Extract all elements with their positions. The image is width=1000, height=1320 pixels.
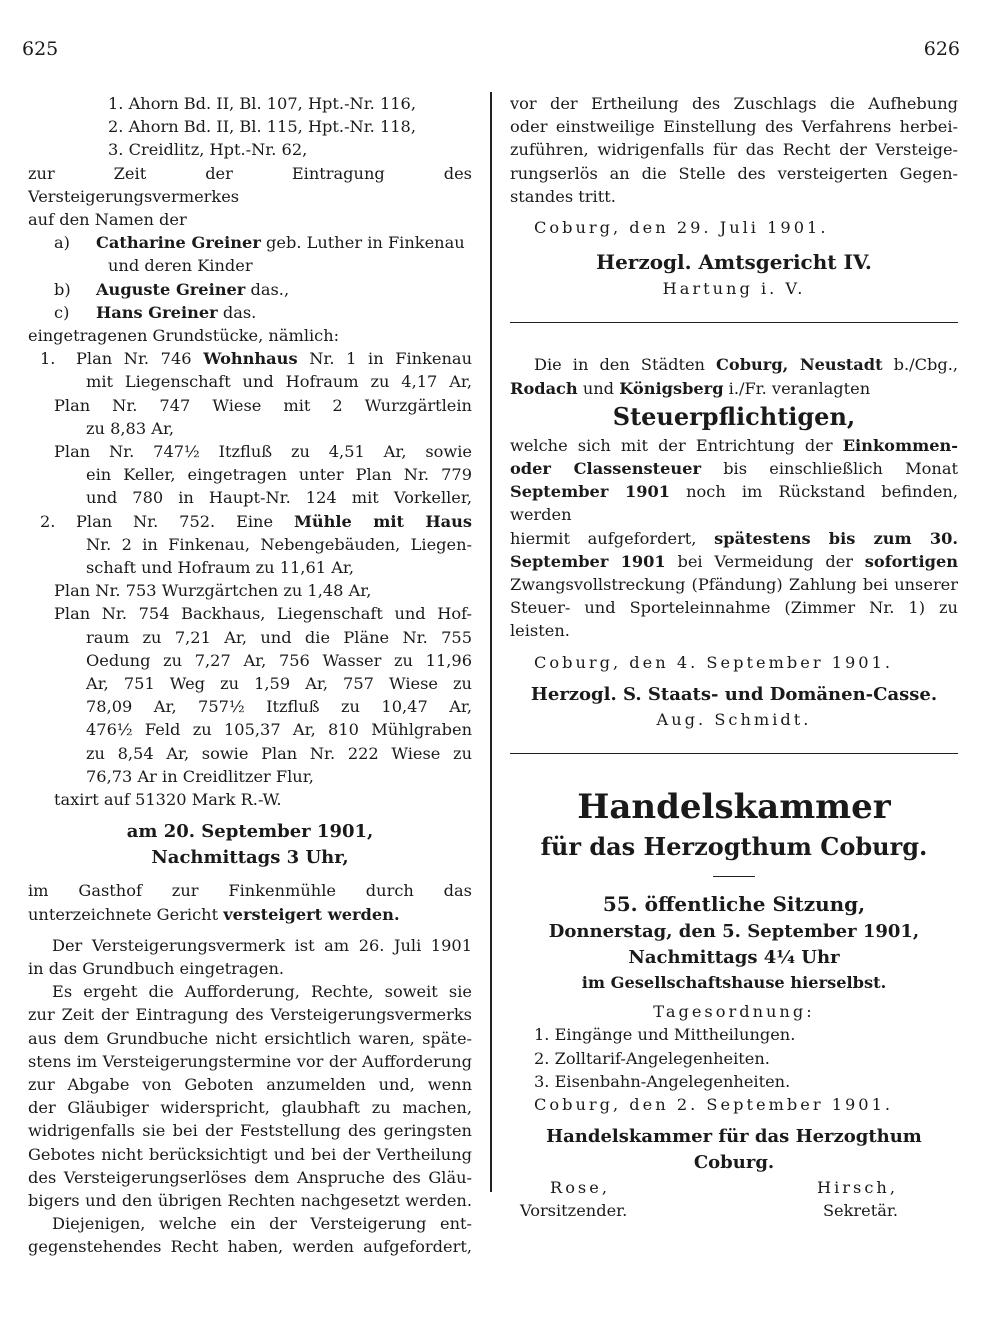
page-number-left: 625: [22, 38, 59, 60]
request-line: aus dem Grundbuche nicht ersichtlich waren, späte-: [28, 1028, 472, 1048]
continuation-line: standes tritt.: [510, 186, 616, 206]
tax-line: Rodach und Königsberg i./Fr. veranlagten: [510, 378, 871, 398]
text-line: eingetragenen Grundstücke, nämlich:: [28, 326, 340, 346]
text-line: zur Zeit der Eintragung des Versteigerungsvermerkes: [28, 163, 472, 206]
plot-2-line: Nr. 2 in Finkenau, Nebengebäuden, Liegen-: [86, 534, 472, 554]
chamber-subtitle: für das Herzogthum Coburg.: [540, 832, 928, 862]
owner-b: b) Auguste Greiner das.,: [54, 279, 290, 299]
owner-a: a) Catharine Greiner geb. Luther in Finkenau: [54, 233, 465, 253]
agenda-item: 2. Zolltarif-Angelegenheiten.: [534, 1048, 770, 1068]
entry-line: 2. Ahorn Bd. II, Bl. 115, Hpt.-Nr. 118,: [108, 117, 416, 137]
office-name: Herzogl. S. Staats- und Domänen-Casse.: [530, 683, 938, 705]
final-line: gegenstehendes Recht haben, werden aufgefordert,: [28, 1237, 472, 1257]
final-line: Diejenigen, welche ein der Versteigerung ent-: [52, 1214, 472, 1234]
continuation-line: vor der Ertheilung des Zuschlags die Aufhebung: [510, 94, 958, 113]
continuation-line: rungserlös an die Stelle des versteigerten Gegen-: [510, 163, 958, 183]
plot-1-line: mit Liegenschaft und Hofraum zu 4,17 Ar,: [86, 372, 472, 392]
plot-2-line: Oedung zu 7,27 Ar, 756 Wasser zu 11,96: [86, 650, 472, 670]
venue-line: im Gasthof zur Finkenmühle durch das: [28, 881, 472, 901]
note-line: Der Versteigerungsvermerk ist am 26. Juli 1901: [52, 935, 472, 955]
plot-2-line: 78,09 Ar, 757½ Itzfluß zu 10,47 Ar,: [86, 697, 472, 717]
continuation-line: zuführen, widrigenfalls für das Recht der Versteige-: [510, 140, 958, 160]
office-signer: Aug. Schmidt.: [656, 709, 812, 729]
dateline: Coburg, den 4. September 1901.: [534, 652, 894, 672]
chamber-signature: Handelskammer für das Herzogthum Coburg.: [546, 1126, 922, 1174]
tax-line: hiermit aufgefordert, spätestens bis zum 30.: [510, 528, 958, 548]
taxation-line: taxirt auf 51320 Mark R.-W.: [54, 790, 282, 810]
entry-line: 1. Ahorn Bd. II, Bl. 107, Hpt.-Nr. 116,: [108, 94, 416, 113]
right-column: [510, 92, 958, 1223]
plot-2-line: Plan Nr. 754 Backhaus, Liegenschaft und Hof-: [54, 604, 472, 624]
plot-2-line: 76,73 Ar in Creidlitzer Flur,: [86, 766, 314, 786]
court-name: Herzogl. Amtsgericht IV.: [596, 250, 872, 275]
plot-2-line: schaft und Hofraum zu 11,61 Ar,: [86, 558, 354, 578]
tax-line: September 1901 bei Vermeidung der sofortigen: [510, 551, 958, 571]
request-line: zur Abgabe von Geboten anzumelden und, wenn: [28, 1074, 472, 1094]
plot-1-line: zu 8,83 Ar,: [86, 418, 175, 438]
signer-title: Vorsitzender.: [520, 1201, 628, 1221]
agenda-item: 3. Eisenbahn-Angelegenheiten.: [534, 1071, 791, 1091]
short-rule: [713, 876, 755, 877]
dateline: Coburg, den 2. September 1901.: [534, 1095, 894, 1115]
plot-1-line: ein Keller, eingetragen unter Plan Nr. 779: [86, 465, 472, 485]
tax-heading: Steuerpflichtigen,: [612, 401, 856, 431]
text-line: und deren Kinder: [108, 256, 253, 276]
page-number-right: 626: [923, 38, 960, 60]
signer-name: Hirsch,: [817, 1178, 898, 1198]
plot-2-line: 476½ Feld zu 105,37 Ar, 810 Mühlgraben: [86, 720, 472, 740]
plot-1-line: und 780 in Haupt-Nr. 124 mit Vorkeller,: [86, 488, 472, 508]
request-line: des Versteigerungserlöses dem Anspruche des Gläu-: [28, 1167, 472, 1187]
tax-line: oder Classensteuer bis einschließlich Monat: [510, 459, 958, 479]
plot-1-line: Plan Nr. 747½ Itzfluß zu 4,51 Ar, sowie: [54, 442, 472, 462]
plot-2-line: Ar, 751 Weg zu 1,59 Ar, 757 Wiese zu: [86, 674, 472, 694]
session-title: 55. öffentliche Sitzung,: [602, 892, 866, 917]
auction-time: Nachmittags 3 Uhr,: [151, 847, 349, 869]
tax-line: September 1901 noch im Rückstand befinden, werden: [510, 482, 958, 525]
plot-1-line: Plan Nr. 747 Wiese mit 2 Wurzgärtlein: [54, 395, 472, 415]
agenda-title: Tagesordnung:: [653, 1002, 815, 1022]
agenda-item: 1. Eingänge und Mittheilungen.: [534, 1025, 796, 1045]
session-place: im Gesellschaftshause hierselbst.: [581, 973, 887, 993]
left-column: [28, 92, 472, 1259]
tax-line: Zwangsvollstreckung (Pfändung) Zahlung bei unserer: [510, 575, 958, 595]
text-line: auf den Namen der: [28, 210, 187, 230]
signer-name: Rose,: [550, 1178, 610, 1198]
auction-date: am 20. September 1901,: [126, 821, 374, 843]
column-divider: [490, 92, 492, 1192]
court-signer: Hartung i. V.: [662, 279, 806, 299]
tax-line: leisten.: [510, 621, 570, 641]
note-line: in das Grundbuch eingetragen.: [28, 958, 285, 978]
plot-2-line: 2. Plan Nr. 752. Eine Mühle mit Haus: [40, 511, 472, 531]
plot-1-line: 1. Plan Nr. 746 Wohnhaus Nr. 1 in Finkenau: [40, 349, 472, 369]
owner-c: c) Hans Greiner das.: [54, 302, 257, 322]
signatures: [510, 1176, 958, 1199]
request-line: Es ergeht die Aufforderung, Rechte, soweit sie: [52, 982, 472, 1002]
tax-line: welche sich mit der Entrichtung der Einkommen-: [510, 435, 958, 455]
session-date: Donnerstag, den 5. September 1901,: [548, 921, 920, 943]
tax-line: Die in den Städten Coburg, Neustadt b./Cbg.,: [534, 355, 958, 375]
entry-line: 3. Creidlitz, Hpt.-Nr. 62,: [108, 140, 308, 160]
request-line: bigers und den übrigen Rechten nachgesetzt werden.: [28, 1190, 472, 1210]
request-line: widrigenfalls sie bei der Feststellung des geringsten: [28, 1121, 472, 1141]
chamber-title: Handelskammer: [577, 787, 891, 828]
session-time: Nachmittags 4¼ Uhr: [628, 947, 840, 969]
tax-line: Steuer- und Sporteleinnahme (Zimmer Nr. 1) zu: [510, 598, 958, 618]
signer-title: Sekretär.: [822, 1201, 898, 1221]
continuation-line: oder einstweilige Einstellung des Verfahrens herbei-: [510, 117, 958, 137]
plot-2-line: raum zu 7,21 Ar, und die Pläne Nr. 755: [86, 627, 472, 647]
request-line: der Gläubiger widerspricht, glaubhaft zu machen,: [28, 1098, 472, 1118]
request-line: stens im Versteigerungstermine vor der Aufforderung: [28, 1051, 472, 1071]
request-line: zur Zeit der Eintragung des Versteigerungsvermerks: [28, 1005, 472, 1025]
section-rule: [510, 753, 958, 754]
plot-2-line: Plan Nr. 753 Wurzgärtchen zu 1,48 Ar,: [54, 581, 372, 601]
plot-2-line: zu 8,54 Ar, sowie Plan Nr. 222 Wiese zu: [86, 743, 472, 763]
dateline: Coburg, den 29. Juli 1901.: [534, 218, 829, 238]
signatures: [510, 1199, 958, 1222]
section-rule: [510, 322, 958, 323]
venue-line: unterzeichnete Gericht versteigert werden.: [28, 904, 400, 924]
request-line: Gebotes nicht berücksichtigt und bei der Vertheilung: [28, 1144, 472, 1164]
